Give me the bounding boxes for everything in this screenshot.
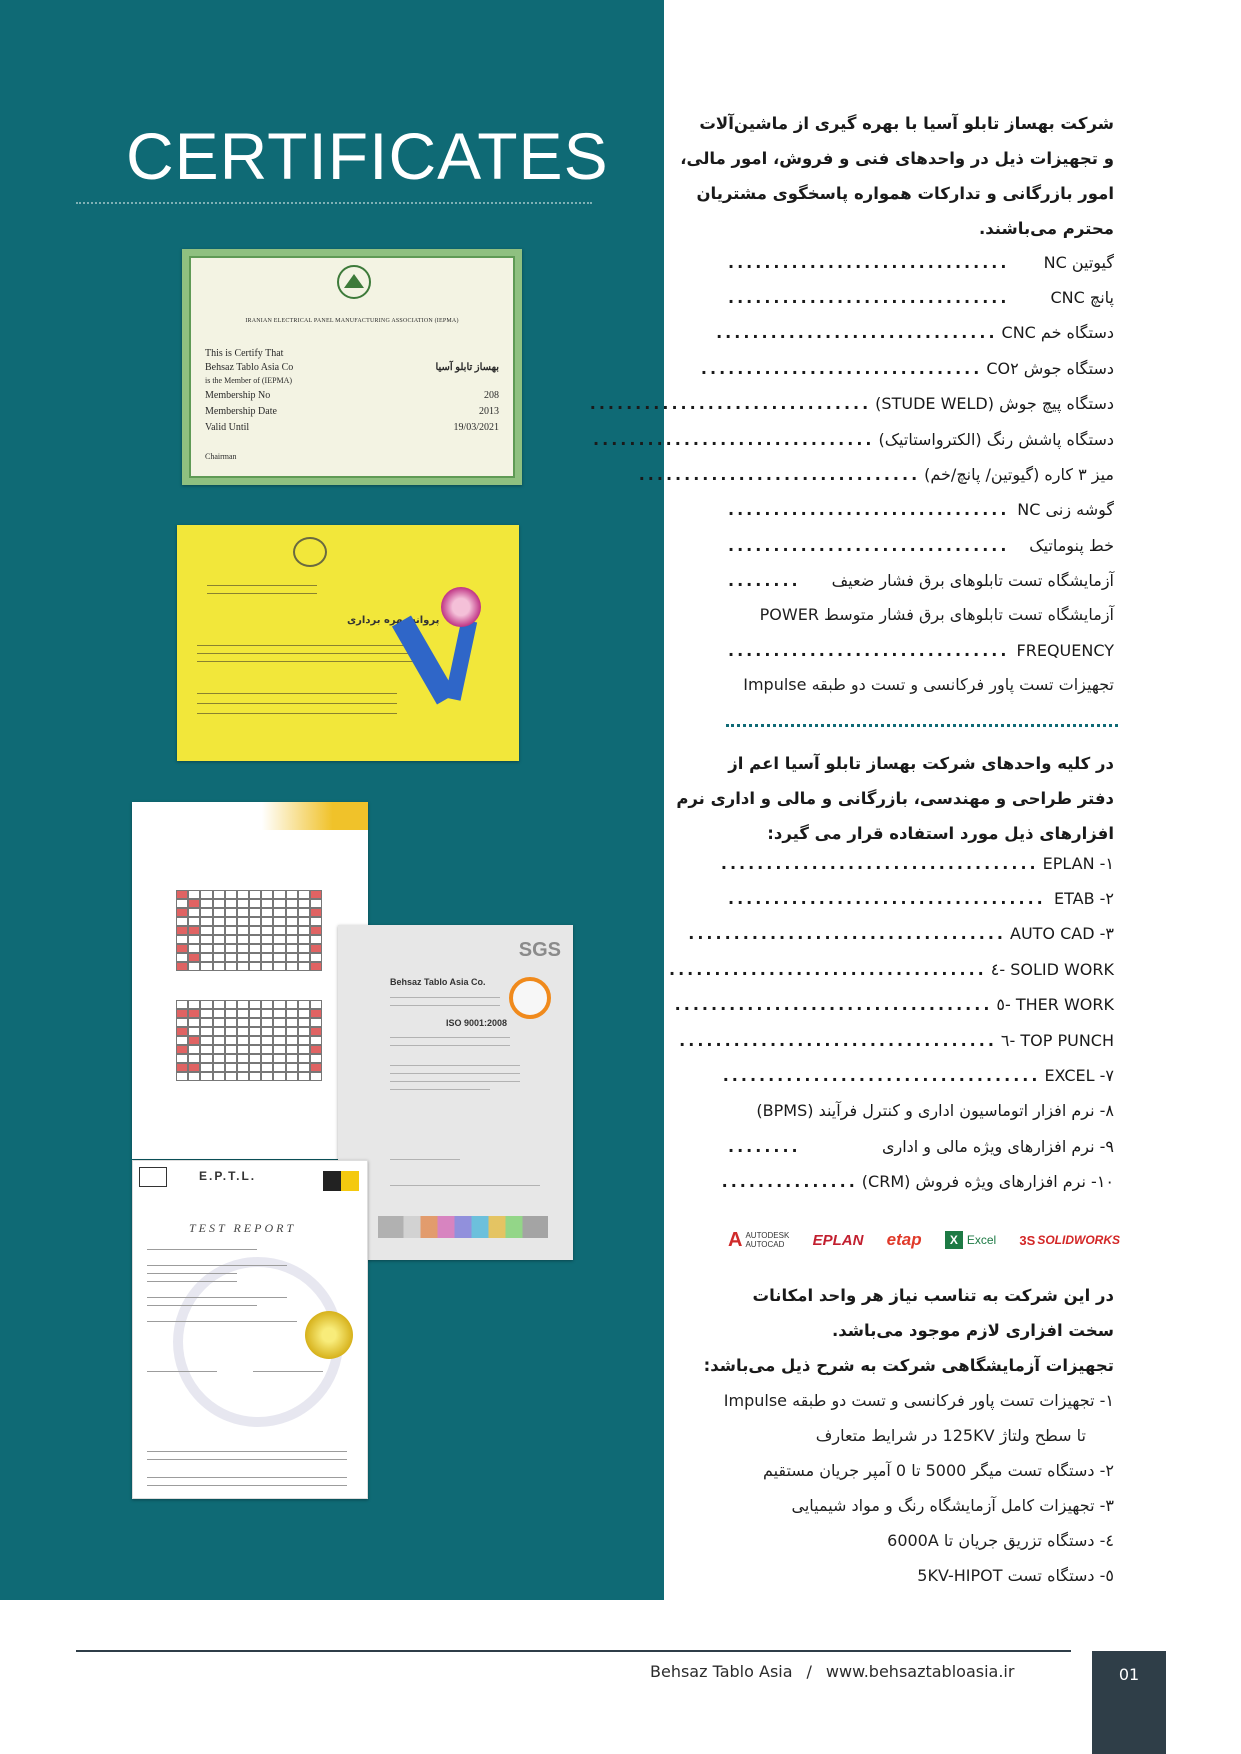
autodesk-logo (728, 1229, 789, 1252)
machine-item (700, 354, 1114, 382)
software-item (724, 1132, 1114, 1160)
autocad-label: AUTOCAD (745, 1240, 785, 1249)
title-divider (76, 202, 592, 204)
valid-until-label: Valid Until (205, 422, 250, 433)
item-label: ۱۰- نرم افزارهای ویژه فروش (CRM) (861, 1172, 1114, 1192)
leader-dots: ............................... (589, 394, 872, 414)
sgs-brand: SGS (518, 939, 561, 961)
footer-separator: / (806, 1662, 812, 1681)
leader-dots: ............................... (716, 323, 998, 343)
excel-icon: X (945, 1231, 963, 1249)
item-label: پانچ CNC (1050, 287, 1114, 307)
autodesk-label: AUTODESK (745, 1231, 790, 1240)
page-number: 01 (1092, 1651, 1166, 1754)
autodesk-a-icon: A (728, 1228, 743, 1251)
capability-table-1 (176, 890, 322, 971)
software-item (674, 991, 1114, 1019)
leader-dots: ............................... (593, 429, 875, 449)
leader-dots: ................................... (728, 888, 1046, 908)
power-test-line2 (724, 636, 1114, 664)
item-label: دستگاه پیچ جوش (STUDE WELD) (875, 394, 1114, 414)
leader-dots: ............................... (700, 358, 983, 378)
rosette-icon (441, 587, 481, 627)
machine-item (724, 248, 1114, 276)
machine-item (724, 283, 1114, 311)
lab-item: ۱- تجهیزات تست پاور فرکانسی و تست دو طبقه Impulse (723, 1391, 1114, 1410)
item-label: ۸- نرم افزار اتوماسیون اداری و کنترل فرآیند (BPMS) (756, 1101, 1114, 1121)
software-intro-line: دفتر طراحی و مهندسی، بازرگانی و مالی و اداری نرم (676, 789, 1114, 808)
intro-line: شرکت بهساز تابلو آسیا با بهره گیری از ماشین‌آلات (699, 114, 1114, 133)
item-label: میز ۳ کاره (گیوتین/ پانچ/خم) (924, 464, 1114, 484)
item-label: خط پنوماتیک (1029, 535, 1114, 555)
software-intro-line: افزارهای ذیل مورد استفاده قرار می گیرد: (767, 824, 1114, 843)
leader-dots: ................................... (722, 1065, 1041, 1085)
gold-seal-icon (305, 1311, 353, 1359)
sgs-color-stripe (378, 1216, 548, 1238)
leader-dots: ................................... (669, 959, 987, 979)
page-title: CERTIFICATES (126, 119, 609, 193)
power-test-line1: آزمایشگاه تست تابلوهای برق فشار متوسط POWER (759, 605, 1114, 624)
leader-dots: ............... (721, 1172, 858, 1192)
footer-website[interactable]: www.behsaztabloasia.ir (825, 1662, 1015, 1681)
sgs-check-seal-icon (509, 977, 551, 1019)
frequency-label: FREQUENCY (1016, 640, 1114, 660)
permit-title: پروانه بهره برداری (347, 615, 440, 626)
lab-item: ۳- تجهیزات کامل آزمایشگاه رنگ و مواد شیمیایی (791, 1496, 1114, 1515)
labs-heading: تجهیزات آزمایشگاهی شرکت به شرح ذیل می‌باشد: (703, 1356, 1114, 1375)
sgs-certificate (338, 925, 573, 1260)
item-label: THER WORK -٥ (996, 995, 1114, 1015)
etap-logo: etap (886, 1230, 922, 1249)
software-item (724, 1061, 1114, 1089)
member-label: is the Member of (IEPMA) (205, 376, 293, 385)
test-report-document (132, 1160, 368, 1499)
company-fa: بهساز تابلو آسیا (435, 362, 499, 373)
lab-item: ٤- دستگاه تزریق جریان تا 6000A (887, 1531, 1114, 1550)
leader-dots: ............................... (728, 287, 1010, 307)
item-label: ۹- نرم افزارهای ویژه مالی و اداری (881, 1136, 1114, 1156)
operation-permit-certificate (177, 525, 519, 761)
leader-dots: ................................... (688, 924, 1006, 944)
lab-item: تا سطح ولتاژ 125KV در شرایط متعارف (815, 1426, 1086, 1445)
iepma-logo-icon (336, 264, 372, 300)
test-report-title: TEST REPORT (189, 1221, 297, 1235)
leader-dots: ............................... (638, 464, 921, 484)
intro-paragraph (680, 106, 1114, 246)
item-label: TOP PUNCH -٦ (1000, 1030, 1114, 1050)
iso-logo-icon (139, 1167, 167, 1187)
eplan-logo: EPLAN (812, 1231, 864, 1249)
hardware-line: در این شرکت به تناسب نیاز هر واحد امکانات (752, 1286, 1114, 1305)
hardware-line: سخت افزاری لازم موجود می‌باشد. (831, 1321, 1114, 1340)
machine-item (716, 319, 1114, 347)
leader-dots: ................................... (720, 853, 1039, 873)
membership-no-label: Membership No (205, 390, 271, 401)
item-label: گوشه زنی NC (1017, 500, 1114, 520)
intro-line: محترم می‌باشند. (978, 219, 1114, 238)
item-label: EPLAN -۱ (1042, 853, 1114, 873)
software-item (720, 849, 1114, 877)
leader-dots: ............................... (728, 500, 1010, 520)
software-logos (728, 1226, 1120, 1254)
leader-dots: ........ (728, 1136, 801, 1156)
certify-label: This is Certify That (205, 348, 284, 359)
machine-item (724, 567, 1114, 595)
item-label: دستگاه جوش CO۲ (986, 358, 1114, 378)
power-test-line3: تجهیزات تست پاور فرکانسی و تست دو طبقه Impulse (743, 675, 1114, 694)
chairman-label: Chairman (205, 452, 237, 461)
software-item (721, 1168, 1114, 1196)
section-divider (726, 724, 1118, 727)
capability-table-2 (176, 1000, 322, 1081)
membership-no: 208 (484, 390, 499, 401)
membership-date-label: Membership Date (205, 406, 277, 417)
hardware-paragraph (753, 1278, 1115, 1348)
association-name: IRANIAN ELECTRICAL PANEL MANUFACTURING ASSOCIATION (IEPMA) (245, 318, 459, 324)
item-label: EXCEL -۷ (1044, 1065, 1114, 1085)
software-item (724, 884, 1114, 912)
machine-item (724, 531, 1114, 559)
leader-dots: ........ (728, 571, 801, 591)
lab-name: E.P.T.L. (199, 1169, 257, 1183)
ds-icon: 3S (1019, 1232, 1036, 1248)
intro-line: امور بازرگانی و تدارکات همواره پاسخگوی مشتریان (696, 184, 1114, 203)
leader-dots: ............................... (728, 640, 1010, 660)
leader-dots: ............................... (728, 535, 1010, 555)
item-label: گیوتین NC (1043, 252, 1114, 272)
national-emblem-icon (293, 537, 327, 567)
software-item (688, 920, 1114, 948)
naci-logo-icon (323, 1171, 359, 1191)
sgs-company: Behsaz Tablo Asia Co. (390, 977, 486, 987)
lab-item: ۲- دستگاه تست میگر 5000 تا 0 آمپر جریان مستقیم (762, 1461, 1114, 1480)
labs-section (704, 1348, 1114, 1593)
leader-dots: ................................... (679, 1030, 997, 1050)
excel-logo: X Excel (945, 1231, 996, 1249)
leader-dots: ............................... (728, 252, 1010, 272)
software-item (679, 1026, 1114, 1054)
footer (650, 1662, 1014, 1681)
iepma-certificate (182, 249, 522, 485)
machine-item (593, 425, 1114, 453)
item-label: AUTO CAD -۳ (1010, 924, 1114, 944)
software-intro-line: در کلیه واحدهای شرکت بهساز تابلو آسیا اعم از (728, 754, 1114, 773)
item-label: SOLID WORK -٤ (990, 959, 1114, 979)
software-intro (676, 746, 1114, 851)
lab-item: ٥- دستگاه تست 5KV-HIPOT (917, 1566, 1114, 1585)
machine-item (589, 390, 1114, 418)
iso-standard: ISO 9001:2008 (446, 1018, 508, 1028)
membership-date: 2013 (479, 406, 499, 417)
company-en: Behsaz Tablo Asia Co (205, 362, 294, 373)
capability-table-document (132, 802, 368, 1159)
item-label: دستگاه پاشش رنگ (الکترواستاتیک) (878, 429, 1114, 449)
solidworks-logo: 3S SOLIDWORKS (1019, 1232, 1120, 1248)
item-label: ETAB -۲ (1053, 888, 1114, 908)
leader-dots: ................................... (674, 995, 993, 1015)
valid-until: 19/03/2021 (453, 422, 499, 433)
software-item (724, 1097, 1114, 1125)
item-label: آزمایشگاه تست تابلوهای برق فشار ضعیف (831, 571, 1114, 591)
machine-item (724, 496, 1114, 524)
footer-rule (76, 1650, 1071, 1652)
footer-company: Behsaz Tablo Asia (650, 1662, 793, 1681)
item-label: دستگاه خم CNC (1001, 323, 1114, 343)
software-item (669, 955, 1114, 983)
intro-line: و تجهیزات ذیل در واحدهای فنی و فروش، امور مالی، (680, 149, 1114, 168)
machine-item (638, 460, 1114, 488)
